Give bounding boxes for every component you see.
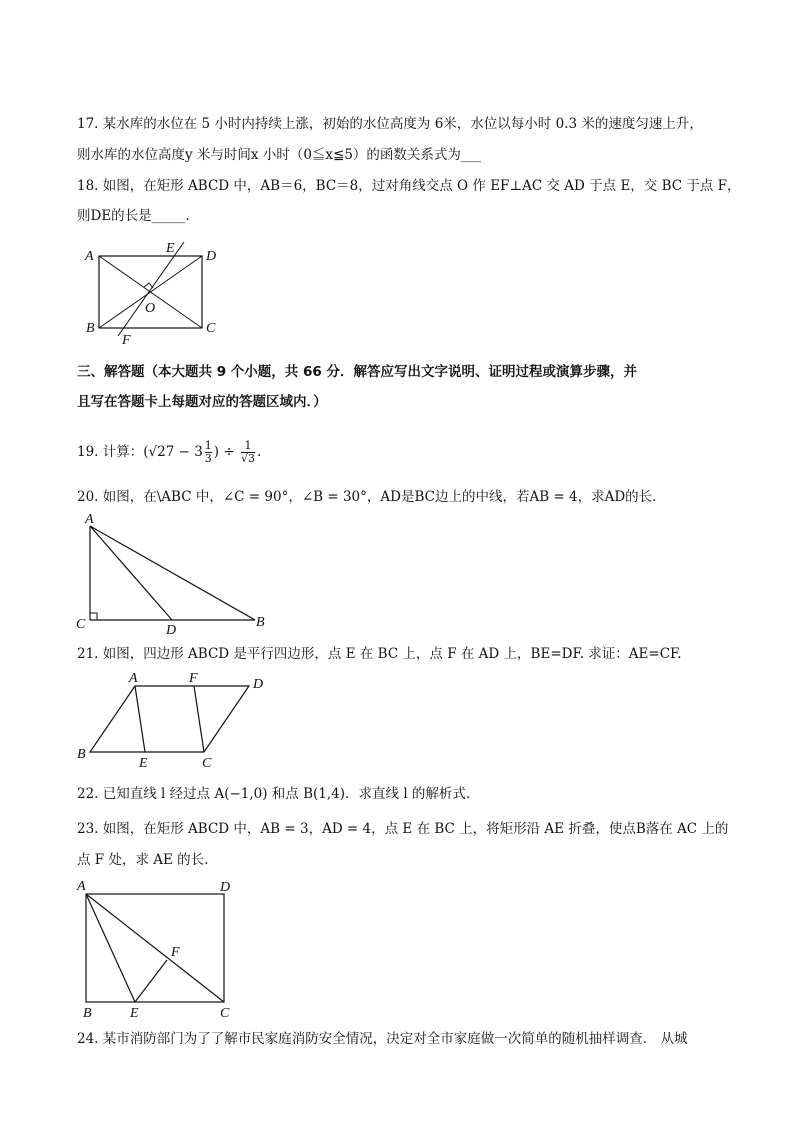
q18-label-O: O [145,301,156,316]
q18-line1: 18. 如图，在矩形 ABCD 中，AB＝6，BC＝8，过对角线交点 O 作 EF⊥AC 交 AD 于点 E，交 BC 于点 F， [77,178,741,194]
q19-expression [77,440,261,465]
q18-label-D: D [206,249,217,264]
q21-label-E: E [139,756,148,771]
q17-line2: 则水库的水位高度y 米与时间x 小时（0≦x≦5）的函数关系式为___ [77,147,482,163]
q20-text: 20. 如图，在\ABC 中，∠C = 90°，∠B = 30°，AD是BC边上的中线，若AB = 4，求AD的长. [77,489,657,505]
q21-label-A: A [129,671,138,686]
q18-figure [80,238,240,348]
q23-figure [72,876,252,1021]
q21-label-B: B [77,747,86,762]
q23-label-F: F [171,945,180,960]
q18-label-A: A [85,249,94,264]
q19-frac1-num: 1 [204,439,212,452]
section3-heading-line1: 三、解答题（本大题共 9 个小题，共 66 分．解答应写出文字说明、证明过程或演算步骤，并 [77,364,637,380]
q20-label-C: C [76,617,86,632]
q19-frac2-den: √3 [240,452,255,465]
q21-label-D: D [253,677,264,692]
q24-line1: 24. 某市消防部门为了了解市民家庭消防安全情况，决定对全市家庭做一次简单的随机抽样调查． 从城 [77,1031,688,1047]
q18-label-C: C [206,321,216,336]
q23-label-D: D [220,880,231,895]
q20-label-D: D [166,623,177,638]
q19-end: . [256,444,262,460]
q20-label-B: B [256,615,265,630]
q21-text: 21. 如图，四边形 ABCD 是平行四边形，点 E 在 BC 上，点 F 在 AD 上，BE=DF. 求证：AE=CF. [77,646,682,662]
q23-line2: 点 F 处，求 AE 的长. [77,852,209,868]
q21-label-F: F [189,671,198,686]
q23-label-B: B [83,1006,92,1021]
q18-label-B: B [86,321,95,336]
q23-label-C: C [220,1006,230,1021]
q18-line2: 则DE的长是_____. [77,208,190,224]
q21-label-C: C [202,756,212,771]
q21-figure [75,668,275,773]
q23-line1: 23. 如图，在矩形 ABCD 中，AB = 3，AD = 4，点 E 在 BC 上，将矩形沿 AE 折叠，使点B落在 AC 上的 [77,821,729,837]
q19-frac2-num: 1 [241,440,255,453]
section3-heading-line2: 且写在答题卡上每题对应的答题区域内．） [77,394,327,410]
q20-label-A: A [85,512,94,527]
q22-text: 22. 已知直线 l 经过点 A(−1,0) 和点 B(1,4)．求直线 l 的解析式. [77,786,471,802]
q18-label-E: E [166,241,175,256]
q19-expr-div: ) ÷ [213,444,239,460]
q23-label-A: A [77,879,86,894]
q18-label-F: F [122,333,131,348]
q17-line1: 17. 某水库的水位在 5 小时内持续上涨，初始的水位高度为 6米，水位以每小时 0.3 米的速度匀速上升， [77,116,703,132]
q20-figure [75,510,275,640]
q19-expr-open: (√27 − 3 [143,444,203,460]
q19-frac1-den: 3 [204,452,212,465]
q23-label-E: E [130,1006,139,1021]
q19-prefix: 19. 计算： [77,444,144,460]
